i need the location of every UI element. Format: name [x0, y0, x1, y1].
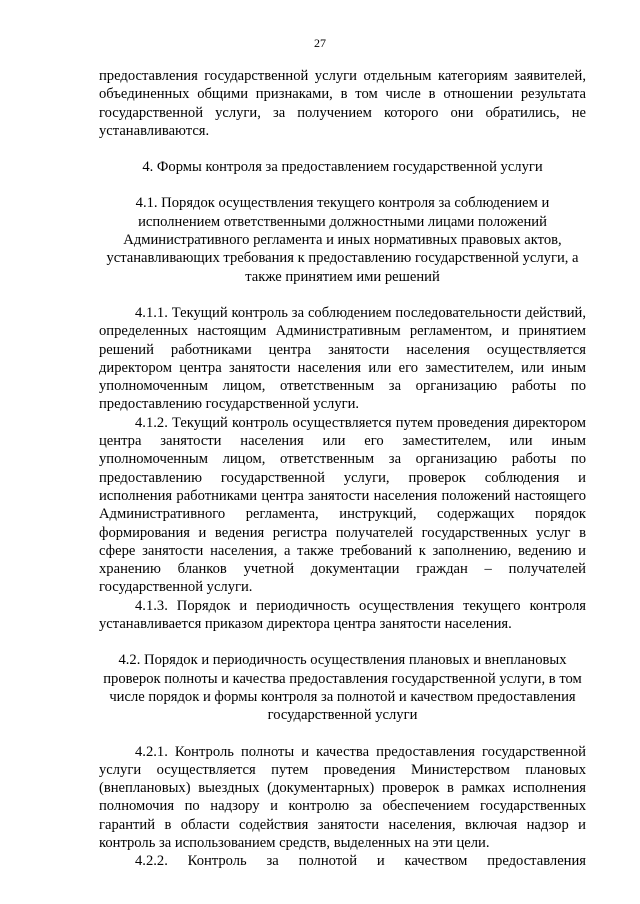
page-number: 27: [314, 36, 326, 50]
document-body: [99, 67, 586, 871]
paragraph-4-1-2: 4.1.2. Текущий контроль осуществляется путем проведения директором центра занятости населения или его заместителем, или иным уполномоченным лицом, ответственным за организацию работы по предоставлению государственной услуги, проверок соблюдения и исполнения работниками центра занятости населения положений настоящего Административного регламента, инструкций, содержащих порядок формирования и ведения регистра получателей государственных услуг в сфере занятости населения, а также требований к заполнению, ведению и хранению бланков учетной документации граждан – получателей государственной услуги.: [99, 414, 586, 596]
paragraph-intro-continuation: предоставления государственной услуги отдельным категориям заявителей, объединенных общими признаками, в том числе в отношении результата государственной услуги, за получением которого они обратились, не устанавливаются.: [99, 68, 586, 139]
section-4-1-heading: 4.1. Порядок осуществления текущего контроля за соблюдением и исполнением ответственными должностными лицами положений Административного регламента и иных нормативных правовых актов, устанавливающих требования к предоставлению государственной услуги, а также принятием ими решений: [106, 195, 579, 285]
paragraph-4-2-1: 4.2.1. Контроль полноты и качества предоставления государственной услуги осуществляется путем проведения Министерством плановых (внеплановых) выездных (документарных) проверок в рамках исполнения полномочия по надзору и контролю за обеспечением государственных гарантий в области содействия занятости населения, включая надзор и контроль за использованием средств, выделенных на эти цели.: [99, 743, 586, 851]
paragraph-4-2-2: 4.2.2. Контроль за полнотой и качеством предоставления: [135, 853, 586, 870]
section-4-heading: 4. Формы контроля за предоставлением государственной услуги: [142, 159, 543, 176]
paragraph-4-1-1: 4.1.1. Текущий контроль за соблюдением последовательности действий, определенных настоящим Административным регламентом, и принятием решений работниками центра занятости населения осуществляется директором центра занятости населения или его заместителем, или иным уполномоченным лицом, ответственным за организацию работы по предоставлению государственной услуги.: [99, 304, 586, 413]
section-4-2-heading: 4.2. Порядок и периодичность осуществления плановых и внеплановых проверок полноты и качества предоставления государственной услуги, в том числе порядок и формы контроля за полнотой и качеством предоставления государственной услуги: [103, 652, 582, 724]
paragraph-4-1-3: 4.1.3. Порядок и периодичность осуществления текущего контроля устанавливается приказом директора центра занятости населения.: [99, 597, 586, 633]
